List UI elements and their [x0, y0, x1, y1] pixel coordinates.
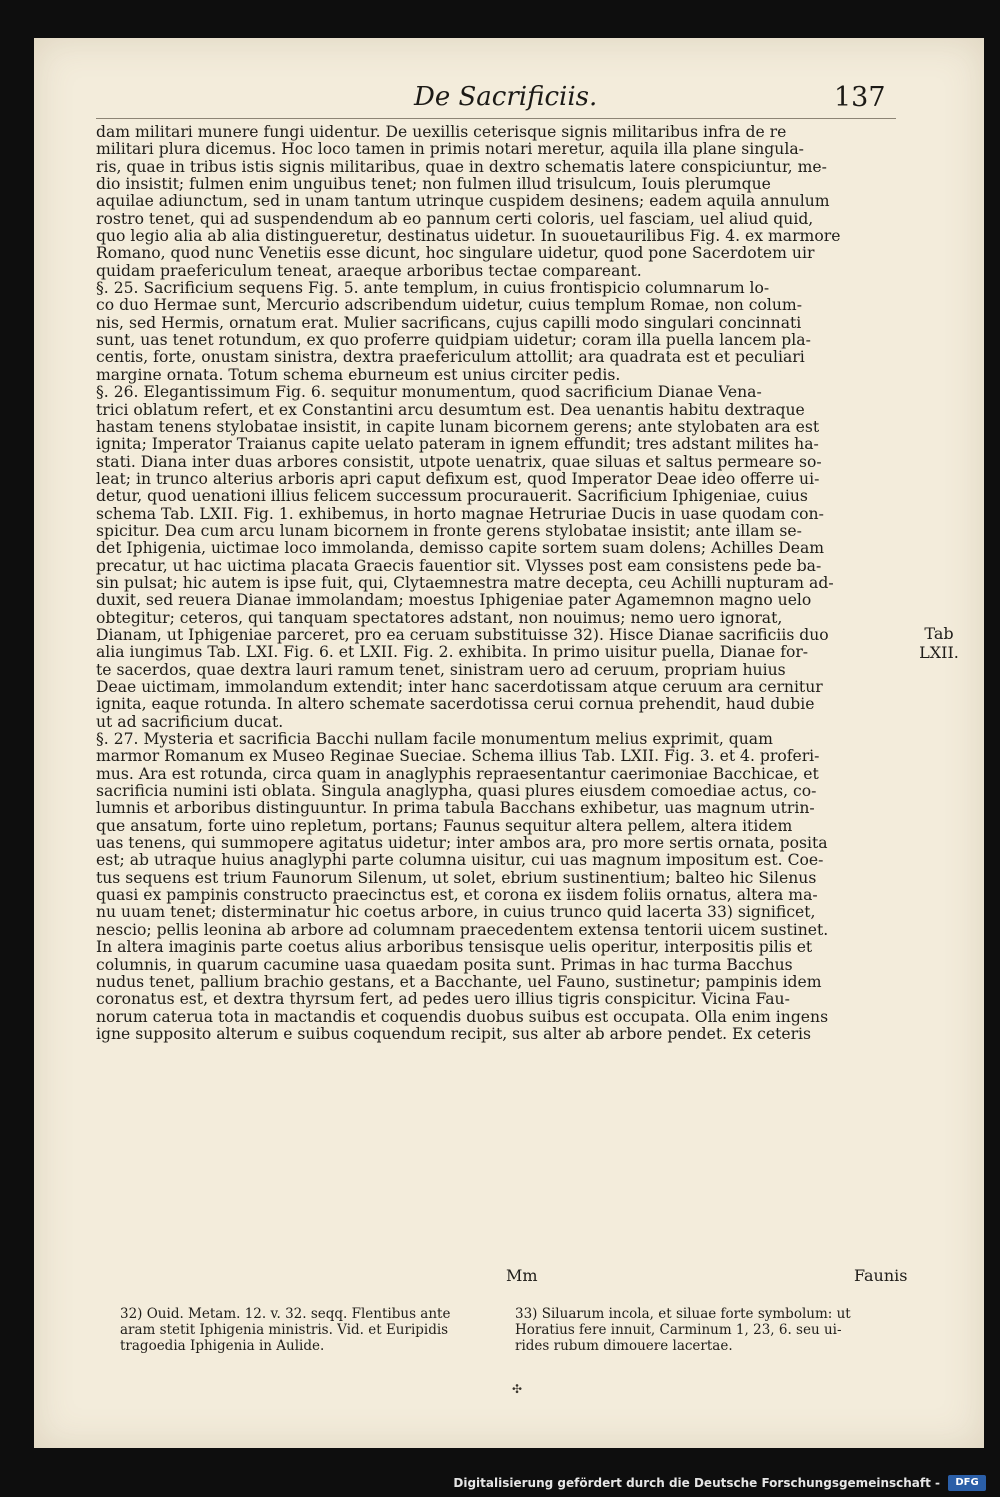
footnote-line: tragoedia Iphigenia in Aulide. — [120, 1338, 325, 1355]
page-number: 137 — [834, 82, 886, 113]
footnote-line: rides rubum dimouere lacertae. — [515, 1338, 733, 1355]
text-line: quo legio alia ab alia distingueretur, destinatus uidetur. In suouetaurilibus Fig. 4. ex marmore — [96, 228, 841, 246]
text-line: uas tenens, qui summopere agitatus uidetur; inter ambos ara, pro more sertis ornata, posita — [96, 835, 828, 853]
text-line: trici oblatum refert, et ex Constantini arcu desumtum est. Dea uenantis habitu dextraque — [96, 401, 805, 419]
text-line: dam militari munere fungi uidentur. De uexillis ceterisque signis militaribus infra de re — [96, 124, 787, 141]
dfg-logo-icon: DFG — [948, 1475, 986, 1491]
text-line: norum caterua tota in mactandis et coquendis duobus suibus est occupata. Olla enim ingens — [96, 1008, 829, 1026]
text-line: dio insistit; fulmen enim unguibus tenet; non fulmen illud trisulcum, Iouis plerumque — [96, 176, 771, 194]
text-line: nu uuam tenet; disterminatur hic coetus arbore, in cuius trunco quid lacerta 33) significet, — [96, 904, 816, 922]
text-line: duxit, sed reuera Dianae immolandam; moestus Iphigeniae pater Agamemnon magno uelo — [96, 592, 812, 610]
text-line: co duo Hermae sunt, Mercurio adscribendum uidetur, cuius templum Romae, non colum- — [96, 297, 802, 315]
text-line: nescio; pellis leonina ab arbore ad columnam praecedentem extensa tentorii uicem sustinet. — [96, 921, 829, 939]
running-head: De Sacrificiis. — [414, 82, 598, 112]
text-line: spicitur. Dea cum arcu lunam bicornem in fronte gerens stylobatae insistit; ante illam se- — [96, 522, 802, 540]
text-line: aquilae adiunctum, sed in unam tantum utrinque cuspidem desinens; eadem aquila annulum — [96, 193, 830, 211]
text-line: §. 26. Elegantissimum Fig. 6. sequitur monumentum, quod sacrificium Dianae Vena- — [96, 384, 762, 402]
text-line: Deae uictimam, immolandum extendit; inter hanc sacerdotissam atque ceruum ara cernitur — [96, 679, 823, 696]
text-line: §. 25. Sacrificium sequens Fig. 5. ante templum, in cuius frontispicio columnarum lo- — [96, 280, 770, 298]
text-line: ris, quae in tribus istis signis militaribus, quae in dextro schematis latere conspiciuntur, me- — [96, 158, 827, 176]
margin-note-line: Tab — [924, 624, 954, 643]
text-line: rostro tenet, qui ad suspendendum ab eo pannum certi coloris, uel fasciam, uel aliud quid, — [96, 210, 814, 228]
text-line: stati. Diana inter duas arbores consistit, utpote uenatrix, quae siluas et saltus permeare so- — [96, 453, 822, 471]
text-line: margine ornata. Totum schema eburneum est unius circiter pedis. — [96, 366, 621, 384]
text-line: leat; in trunco alterius arboris apri caput defixum est, quod Imperator Deae ideo offerre ui- — [96, 470, 820, 488]
text-line: hastam tenens stylobatae insistit, in capite lunam bicornem gerens; ante stylobaten ara est — [96, 418, 820, 436]
text-line: est; ab utraque huius anaglyphi parte columna uisitur, cui uas magnum impositum est. Coe- — [96, 852, 824, 870]
text-line: lumnis et arboribus distinguuntur. In prima tabula Bacchans exhibetur, uas magnum utrin- — [96, 800, 815, 818]
catchword: Faunis — [854, 1266, 908, 1285]
text-line: §. 27. Mysteria et sacrificia Bacchi nullam facile monumentum melius exprimit, quam — [96, 731, 773, 749]
text-line: obtegitur; ceteros, qui tanquam spectatores adstant, non nouimus; nemo uero ignorat, — [96, 609, 783, 627]
text-line: nis, sed Hermis, ornatum erat. Mulier sacrificans, cujus capilli modo singulari concinnati — [96, 314, 802, 332]
footnote-32 — [120, 1306, 490, 1355]
text-line: schema Tab. LXII. Fig. 1. exhibemus, in horto magnae Hetruriae Ducis in uase quodam con- — [96, 505, 824, 523]
text-line: sin pulsat; hic autem is ipse fuit, qui, Clytaemnestra matre decepta, ceu Achilli nupturam ad- — [96, 574, 834, 592]
text-line: nudus tenet, pallium brachio gestans, et a Bacchante, uel Fauno, sustinetur; pampinis idem — [96, 973, 822, 991]
text-line: te sacerdos, quae dextra lauri ramum tenet, sinistram uero ad ceruum, propriam huius — [96, 661, 786, 679]
funding-credit: Digitalisierung gefördert durch die Deutsche Forschungsgemeinschaft - — [453, 1476, 940, 1490]
text-line: det Iphigenia, uictimae loco immolanda, demisso capite sortem suam dolens; Achilles Deam — [96, 540, 825, 558]
text-line: igne supposito alterum e suibus coquendum recipit, sus alter ab arbore pendet. Ex ceteris — [96, 1025, 812, 1043]
text-line: mus. Ara est rotunda, circa quam in anaglyphis repraesentantur caerimoniae Bacchicae, et — [96, 765, 819, 783]
footnote-line: Horatius fere innuit, Carminum 1, 23, 6. seu ui- — [515, 1322, 842, 1339]
text-line: ignita, eaque rotunda. In altero schemate sacerdotissa cerui cornua prehendit, haud dubie — [96, 696, 815, 714]
footnote-33 — [515, 1306, 890, 1355]
header-rule — [96, 118, 896, 119]
text-line: militari plura dicemus. Hoc loco tamen in primis notari meretur, aquila illa plane singula- — [96, 141, 804, 159]
text-line: sacrificia numini isti oblata. Singula anaglypha, quasi plures eiusdem comoediae actus, co- — [96, 783, 817, 801]
text-line: precatur, ut hac uictima placata Graecis fauentior sit. Vlysses post eam consistens pede ba- — [96, 557, 822, 575]
text-line: que ansatum, forte uino repletum, portans; Faunus sequitur altera pellem, altera itidem — [96, 817, 793, 835]
text-line: ignita; Imperator Traianus capite uelato pateram in ignem effundit; tres adstant milites ha- — [96, 436, 819, 454]
margin-note-plate-reference — [902, 624, 976, 662]
text-line: In altera imaginis parte coetus alius arboribus tensisque uelis operitur, interpositis pilis et — [96, 939, 813, 957]
text-line: Dianam, ut Iphigeniae parceret, pro ea ceruam substituisse 32). Hisce Dianae sacrificiis duo — [96, 626, 829, 644]
margin-note-line: LXII. — [919, 643, 959, 662]
text-line: centis, forte, onustam sinistra, dextra praefericulum attollit; ara quadrata est et peculiari — [96, 349, 805, 367]
body-text — [96, 124, 886, 1043]
text-line: tus sequens est trium Faunorum Silenum, ut solet, ebrium sustinentium; balteo hic Silenus — [96, 869, 817, 887]
text-line: coronatus est, et dextra thyrsum fert, ad pedes uero illius tigris conspicitur. Vicina Fau- — [96, 991, 790, 1009]
text-line: marmor Romanum ex Museo Reginae Sueciae. Schema illius Tab. LXII. Fig. 3. et 4. proferi- — [96, 748, 820, 766]
footnote-line: aram stetit Iphigenia ministris. Vid. et Euripidis — [120, 1322, 449, 1339]
printer-ornament-icon: ✣ — [512, 1382, 523, 1396]
footnote-line: 32) Ouid. Metam. 12. v. 32. seqq. Flentibus ante — [120, 1306, 451, 1322]
digitization-footer — [0, 1472, 1000, 1497]
text-line: alia iungimus Tab. LXI. Fig. 6. et LXII. Fig. 2. exhibita. In primo uisitur puella, Dianae for- — [96, 644, 809, 662]
text-line: quidam praefericulum teneat, araeque arboribus tectae compareant. — [96, 262, 642, 280]
book-page — [34, 38, 984, 1448]
footnote-line: 33) Siluarum incola, et siluae forte symbolum: ut — [515, 1306, 851, 1322]
signature-mark: Mm — [506, 1266, 538, 1285]
text-line: columnis, in quarum cacumine uasa quaedam posita sunt. Primas in hac turma Bacchus — [96, 956, 793, 974]
text-line: quasi ex pampinis constructo praecinctus est, et corona ex iisdem foliis ornatus, altera ma- — [96, 887, 818, 905]
text-line: Romano, quod nunc Venetiis esse dicunt, hoc singulare uidetur, quod pone Sacerdotem uir — [96, 245, 815, 263]
text-line: sunt, uas tenet rotundum, ex quo proferre quidpiam uidetur; coram illa puella lancem pla- — [96, 332, 811, 350]
text-line: detur, quod uenationi illius felicem successum procurauerit. Sacrificium Iphigeniae, cuius — [96, 488, 808, 506]
text-line: ut ad sacrificium ducat. — [96, 713, 284, 731]
